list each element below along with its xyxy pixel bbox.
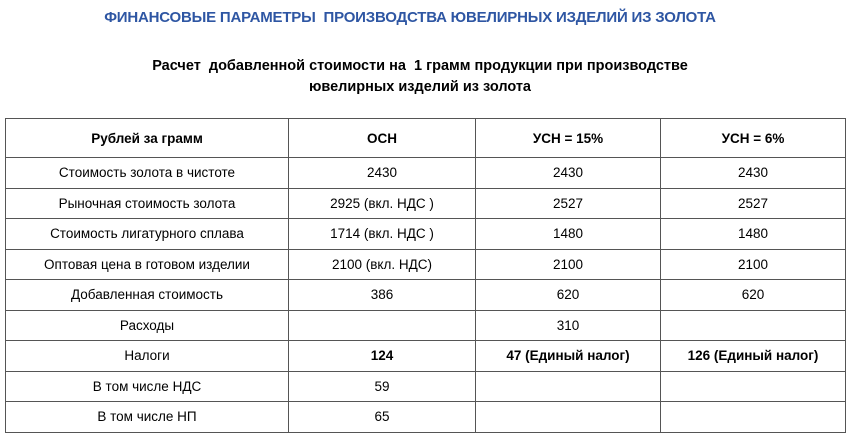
row-label: Стоимость лигатурного сплава [6,219,289,250]
row-label: Расходы [6,310,289,341]
table-row [6,402,846,433]
cell-usn-6 [661,310,846,341]
table-row [6,188,846,219]
page-title: ФИНАНСОВЫЕ ПАРАМЕТРЫ ПРОИЗВОДСТВА ЮВЕЛИРНЫХ ИЗДЕЛИЙ ИЗ ЗОЛОТА [104,9,716,26]
table-header-row [6,119,846,158]
cell-usn-15: 2100 [476,249,661,280]
financial-parameters-table [5,118,846,433]
caption-line-2: ювелирных изделий из золота [308,79,532,95]
table-row [6,158,846,189]
table-caption [0,56,840,98]
cell-usn-6 [661,371,846,402]
cell-osn: 65 [289,402,476,433]
cell-usn-6: 2527 [661,188,846,219]
table-row [6,310,846,341]
cell-usn-6: 2100 [661,249,846,280]
table-row [6,371,846,402]
cell-usn-15: 620 [476,280,661,311]
cell-usn-15: 1480 [476,219,661,250]
header-usn-6: УСН = 6% [661,119,846,158]
cell-osn: 2430 [289,158,476,189]
row-label: В том числе НП [6,402,289,433]
row-label: Стоимость золота в чистоте [6,158,289,189]
cell-usn-6: 2430 [661,158,846,189]
cell-usn-15: 310 [476,310,661,341]
cell-usn-15: 2430 [476,158,661,189]
row-label: Рыночная стоимость золота [6,188,289,219]
header-usn-15: УСН = 15% [476,119,661,158]
cell-usn-6: 126 (Единый налог) [661,341,846,372]
cell-usn-6: 620 [661,280,846,311]
table-row [6,280,846,311]
cell-usn-15 [476,402,661,433]
cell-osn: 59 [289,371,476,402]
row-label: Оптовая цена в готовом изделии [6,249,289,280]
cell-usn-15: 47 (Единый налог) [476,341,661,372]
table-row [6,249,846,280]
table-row [6,341,846,372]
table-row [6,219,846,250]
cell-osn: 124 [289,341,476,372]
cell-osn [289,310,476,341]
row-label: Налоги [6,341,289,372]
cell-usn-15 [476,371,661,402]
header-rubles-per-gram: Рублей за грамм [6,119,289,158]
cell-usn-6 [661,402,846,433]
cell-usn-6: 1480 [661,219,846,250]
row-label: В том числе НДС [6,371,289,402]
cell-osn: 2100 (вкл. НДС) [289,249,476,280]
cell-osn: 2925 (вкл. НДС ) [289,188,476,219]
header-osn: ОСН [289,119,476,158]
cell-usn-15: 2527 [476,188,661,219]
cell-osn: 386 [289,280,476,311]
caption-line-1: Расчет добавленной стоимости на 1 грамм продукции при производстве [152,58,688,74]
row-label: Добавленная стоимость [6,280,289,311]
cell-osn: 1714 (вкл. НДС ) [289,219,476,250]
